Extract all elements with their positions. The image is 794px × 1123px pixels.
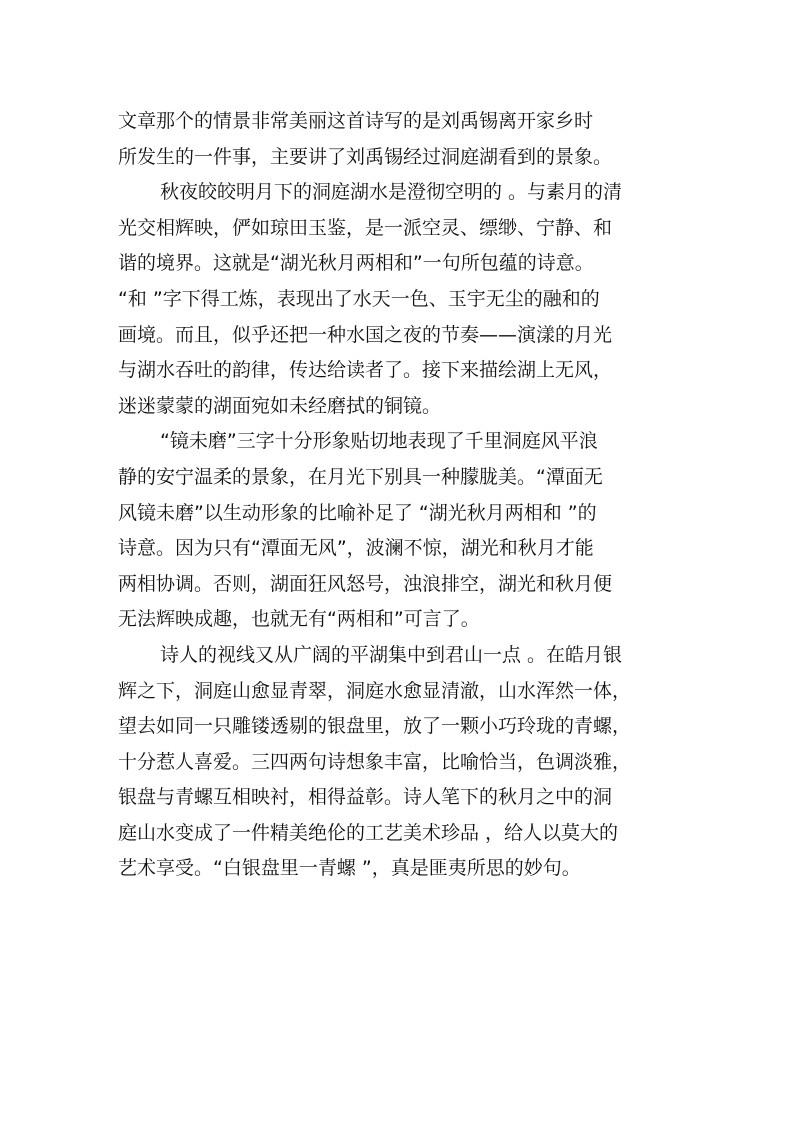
paragraph-3-line-2: 静的安宁温柔的景象，在月光下别具一种朦胧美。“潭面无 (118, 465, 603, 488)
paragraph-2-line-5: 画境。而且，似乎还把一种水国之夜的节奏——演漾的月光 (118, 323, 613, 346)
paragraph-4-line-2: 辉之下，洞庭山愈显青翠，洞庭水愈显清澈，山水浑然一体， (118, 679, 632, 702)
paragraph-3-line-4: 诗意。因为只有“潭面无风”，波澜不惊，湖光和秋月才能 (118, 537, 594, 560)
paragraph-2-line-1: 秋夜皎皎明月下的洞庭湖水是澄彻空明的 。与素月的清 (160, 181, 623, 204)
paragraph-3-line-3: 风镜未磨”以生动形象的比喻补足了 “湖光秋月两相和 ”的 (118, 501, 597, 524)
paragraph-2-line-4: “和 ”字下得工炼，表现出了水天一色、玉宇无尘的融和的 (118, 287, 600, 310)
paragraph-4-line-5: 银盘与青螺互相映衬，相得益彰。诗人笔下的秋月之中的洞 (118, 786, 613, 809)
paragraph-4-line-1: 诗人的视线又从广阔的平湖集中到君山一点 。在皓月银 (160, 643, 623, 666)
paragraph-2-line-7: 迷迷蒙蒙的湖面宛如未经磨拭的铜镜。 (118, 394, 442, 417)
paragraph-1-line-1: 文章那个的情景非常美丽这首诗写的是刘禹锡离开家乡时 (118, 110, 594, 132)
paragraph-2-line-3: 谐的境界。这就是“湖光秋月两相和”一句所包蕴的诗意。 (118, 252, 594, 275)
paragraph-3-line-1: “镜未磨”三字十分形象贴切地表现了千里洞庭风平浪 (160, 430, 598, 453)
paragraph-1-line-2: 所发生的一件事，主要讲了刘禹锡经过洞庭湖看到的景象。 (118, 145, 613, 168)
paragraph-2-line-2: 光交相辉映，俨如琼田玉鉴，是一派空灵、缥缈、宁静、和 (118, 216, 613, 239)
paragraph-4-line-7: 艺术享受。“白银盘里一青螺 ”，真是匪夷所思的妙句。 (118, 857, 581, 880)
paragraph-3-line-5: 两相协调。否则，湖面狂风怒号，浊浪排空，湖光和秋月便 (118, 572, 613, 595)
document-body (118, 104, 678, 887)
paragraph-2-line-6: 与湖水吞吐的韵律，传达给读者了。接下来描绘湖上无风， (118, 359, 613, 382)
paragraph-4-line-4: 十分惹人喜爱。三四两句诗想象丰富，比喻恰当，色调淡雅， (118, 750, 632, 773)
paragraph-3-line-6: 无法辉映成趣，也就无有“两相和”可言了。 (118, 608, 480, 631)
paragraph-4-line-6: 庭山水变成了一件精美绝伦的工艺美术珍品 ，给人以莫大的 (118, 821, 619, 844)
paragraph-4-line-3: 望去如同一只雕镂透剔的银盘里，放了一颗小巧玲珑的青螺， (118, 715, 632, 738)
